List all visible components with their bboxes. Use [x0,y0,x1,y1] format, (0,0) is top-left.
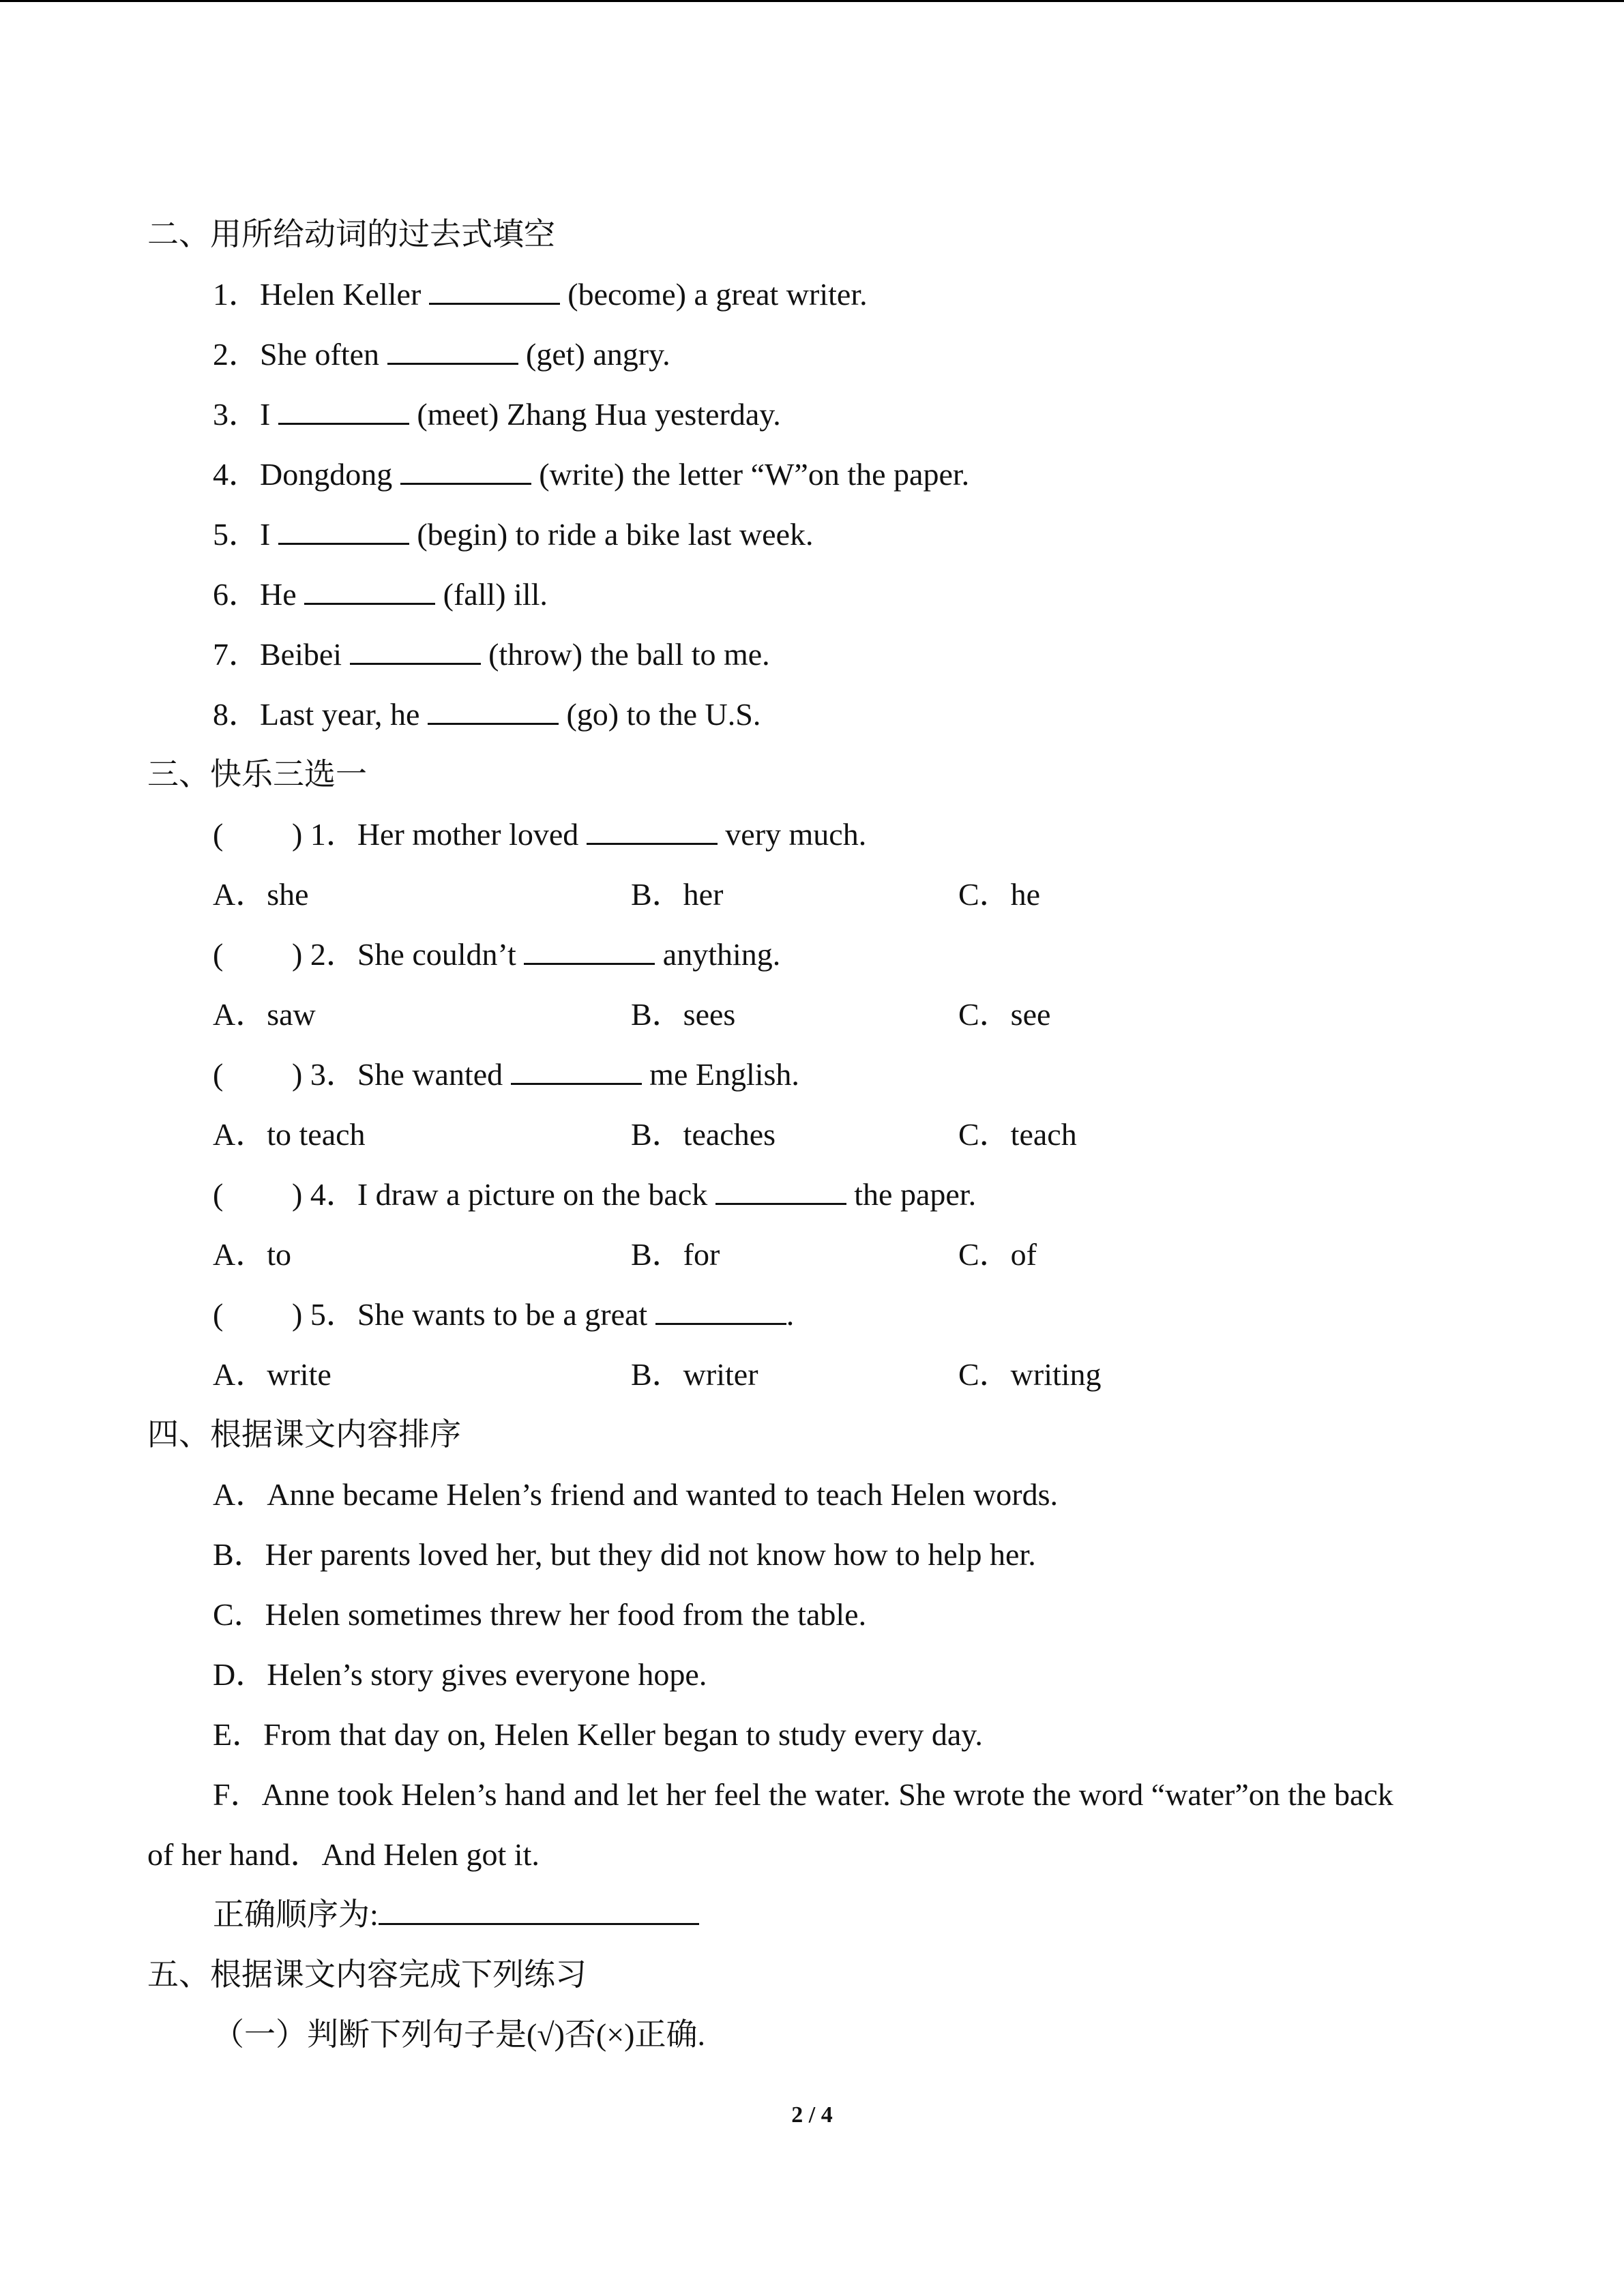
answer-blank[interactable] [278,389,409,425]
options-row [0,1105,1624,1165]
item-number: 1． [213,277,260,312]
item-pre: She often [260,337,380,372]
option-c[interactable]: C．he [958,877,1041,912]
question-post: the paper. [854,1177,977,1212]
option-c[interactable]: C．of [958,1237,1037,1272]
option-c[interactable]: C．see [958,997,1051,1032]
sequence-item: E．From that day on, Helen Keller began to study every day. [213,1717,983,1752]
page-number: 2 / 4 [791,2102,833,2128]
question-blank [655,1289,786,1325]
option-b[interactable]: B．for [631,1237,720,1272]
answer-paren[interactable]: ( [213,817,224,852]
answer-blank[interactable] [304,569,435,605]
sequence-item: B．Her parents loved her, but they did not know how to help her. [213,1537,1036,1572]
fill-item [213,505,1624,565]
question-blank [524,929,655,965]
item-post: (fall) ill. [443,577,548,612]
options-row [0,1345,1624,1405]
answer-blank[interactable] [350,629,481,665]
question-number: ) 4． [292,1177,357,1212]
sequence-item-f: F．Anne took Helen’s hand and let her feel the water. She wrote the word “water”on the back [213,1777,1393,1812]
question-number: ) 5． [292,1297,357,1332]
answer-paren[interactable]: ( [213,937,224,972]
options-row [0,865,1624,925]
item-post: (meet) Zhang Hua yesterday. [417,397,781,432]
option-b[interactable]: B．sees [631,997,736,1032]
fill-item [213,625,1624,685]
item-number: 2． [213,337,260,372]
choice-question [213,1165,1624,1225]
order-answer-blank[interactable] [379,1889,699,1925]
section-title: 三、快乐三选一 [147,757,367,792]
question-blank [587,809,718,845]
question-pre: I draw a picture on the back [357,1177,708,1212]
answer-blank[interactable] [428,689,559,725]
item-number: 4． [213,457,260,492]
question-number: ) 3． [292,1057,357,1092]
question-post: . [786,1297,795,1332]
sequence-item: D．Helen’s story gives everyone hope. [213,1657,707,1692]
section-title: 四、根据课文内容排序 [147,1417,461,1452]
option-a[interactable]: A．to teach [213,1117,366,1152]
question-pre: Her mother loved [357,817,579,852]
choice-question [213,925,1624,985]
item-number: 6． [213,577,260,612]
item-pre: Last year, he [260,697,420,732]
item-pre: He [260,577,297,612]
answer-blank[interactable] [278,509,409,545]
fill-item [213,565,1624,625]
item-number: 5． [213,517,260,552]
answer-paren[interactable]: ( [213,1297,224,1332]
option-a[interactable]: A．she [213,877,309,912]
section-title: 五、根据课文内容完成下列练习 [147,1957,587,1992]
answer-blank[interactable] [387,329,518,365]
option-a[interactable]: A．write [213,1357,331,1392]
choice-question [213,805,1624,865]
item-pre: Dongdong [260,457,393,492]
item-post: (go) to the U.S. [566,697,761,732]
sequence-item: A．Anne became Helen’s friend and wanted to teach Helen words. [213,1477,1058,1512]
question-blank [715,1169,846,1205]
answer-blank[interactable] [429,269,560,305]
item-pre: Helen Keller [260,277,422,312]
option-c[interactable]: C．teach [958,1117,1077,1152]
answer-paren[interactable]: ( [213,1057,224,1092]
question-pre: She wants to be a great [357,1297,648,1332]
option-b[interactable]: B．writer [631,1357,758,1392]
fill-item [213,265,1624,325]
question-post: very much. [725,817,867,852]
option-c[interactable]: C．writing [958,1357,1102,1392]
section-title: 二、用所给动词的过去式填空 [147,217,555,252]
fill-item [213,685,1624,745]
answer-paren[interactable]: ( [213,1177,224,1212]
question-pre: She wanted [357,1057,503,1092]
answer-blank[interactable] [400,449,531,485]
fill-item [213,445,1624,505]
item-post: (write) the letter “W”on the paper. [539,457,970,492]
item-post: (become) a great writer. [567,277,868,312]
item-number: 7． [213,637,260,672]
options-row [0,1225,1624,1285]
item-number: 3． [213,397,260,432]
order-answer-row [213,1885,1624,1945]
options-row [0,985,1624,1045]
choice-question [213,1045,1624,1105]
subsection-title: （一）判断下列句子是(√)否(×)正确. [213,2017,705,2052]
choice-question [213,1285,1624,1345]
item-pre: I [260,397,271,432]
item-post: (throw) the ball to me. [488,637,770,672]
item-pre: I [260,517,271,552]
option-a[interactable]: A．saw [213,997,316,1032]
question-pre: She couldn’t [357,937,516,972]
option-b[interactable]: B．her [631,877,724,912]
option-b[interactable]: B．teaches [631,1117,776,1152]
question-number: ) 1． [292,817,357,852]
question-number: ) 2． [292,937,357,972]
item-post: (get) angry. [526,337,670,372]
sequence-item-f-continued: of her hand．And Helen got it. [147,1837,540,1872]
item-pre: Beibei [260,637,342,672]
fill-item [213,385,1624,445]
item-post: (begin) to ride a bike last week. [417,517,814,552]
question-post: anything. [662,937,781,972]
sequence-item: C．Helen sometimes threw her food from the table. [213,1597,867,1632]
item-number: 8． [213,697,260,732]
order-answer-label: 正确顺序为: [213,1897,379,1932]
question-blank [511,1049,642,1085]
question-post: me English. [649,1057,799,1092]
option-a[interactable]: A．to [213,1237,291,1272]
fill-item [213,325,1624,385]
